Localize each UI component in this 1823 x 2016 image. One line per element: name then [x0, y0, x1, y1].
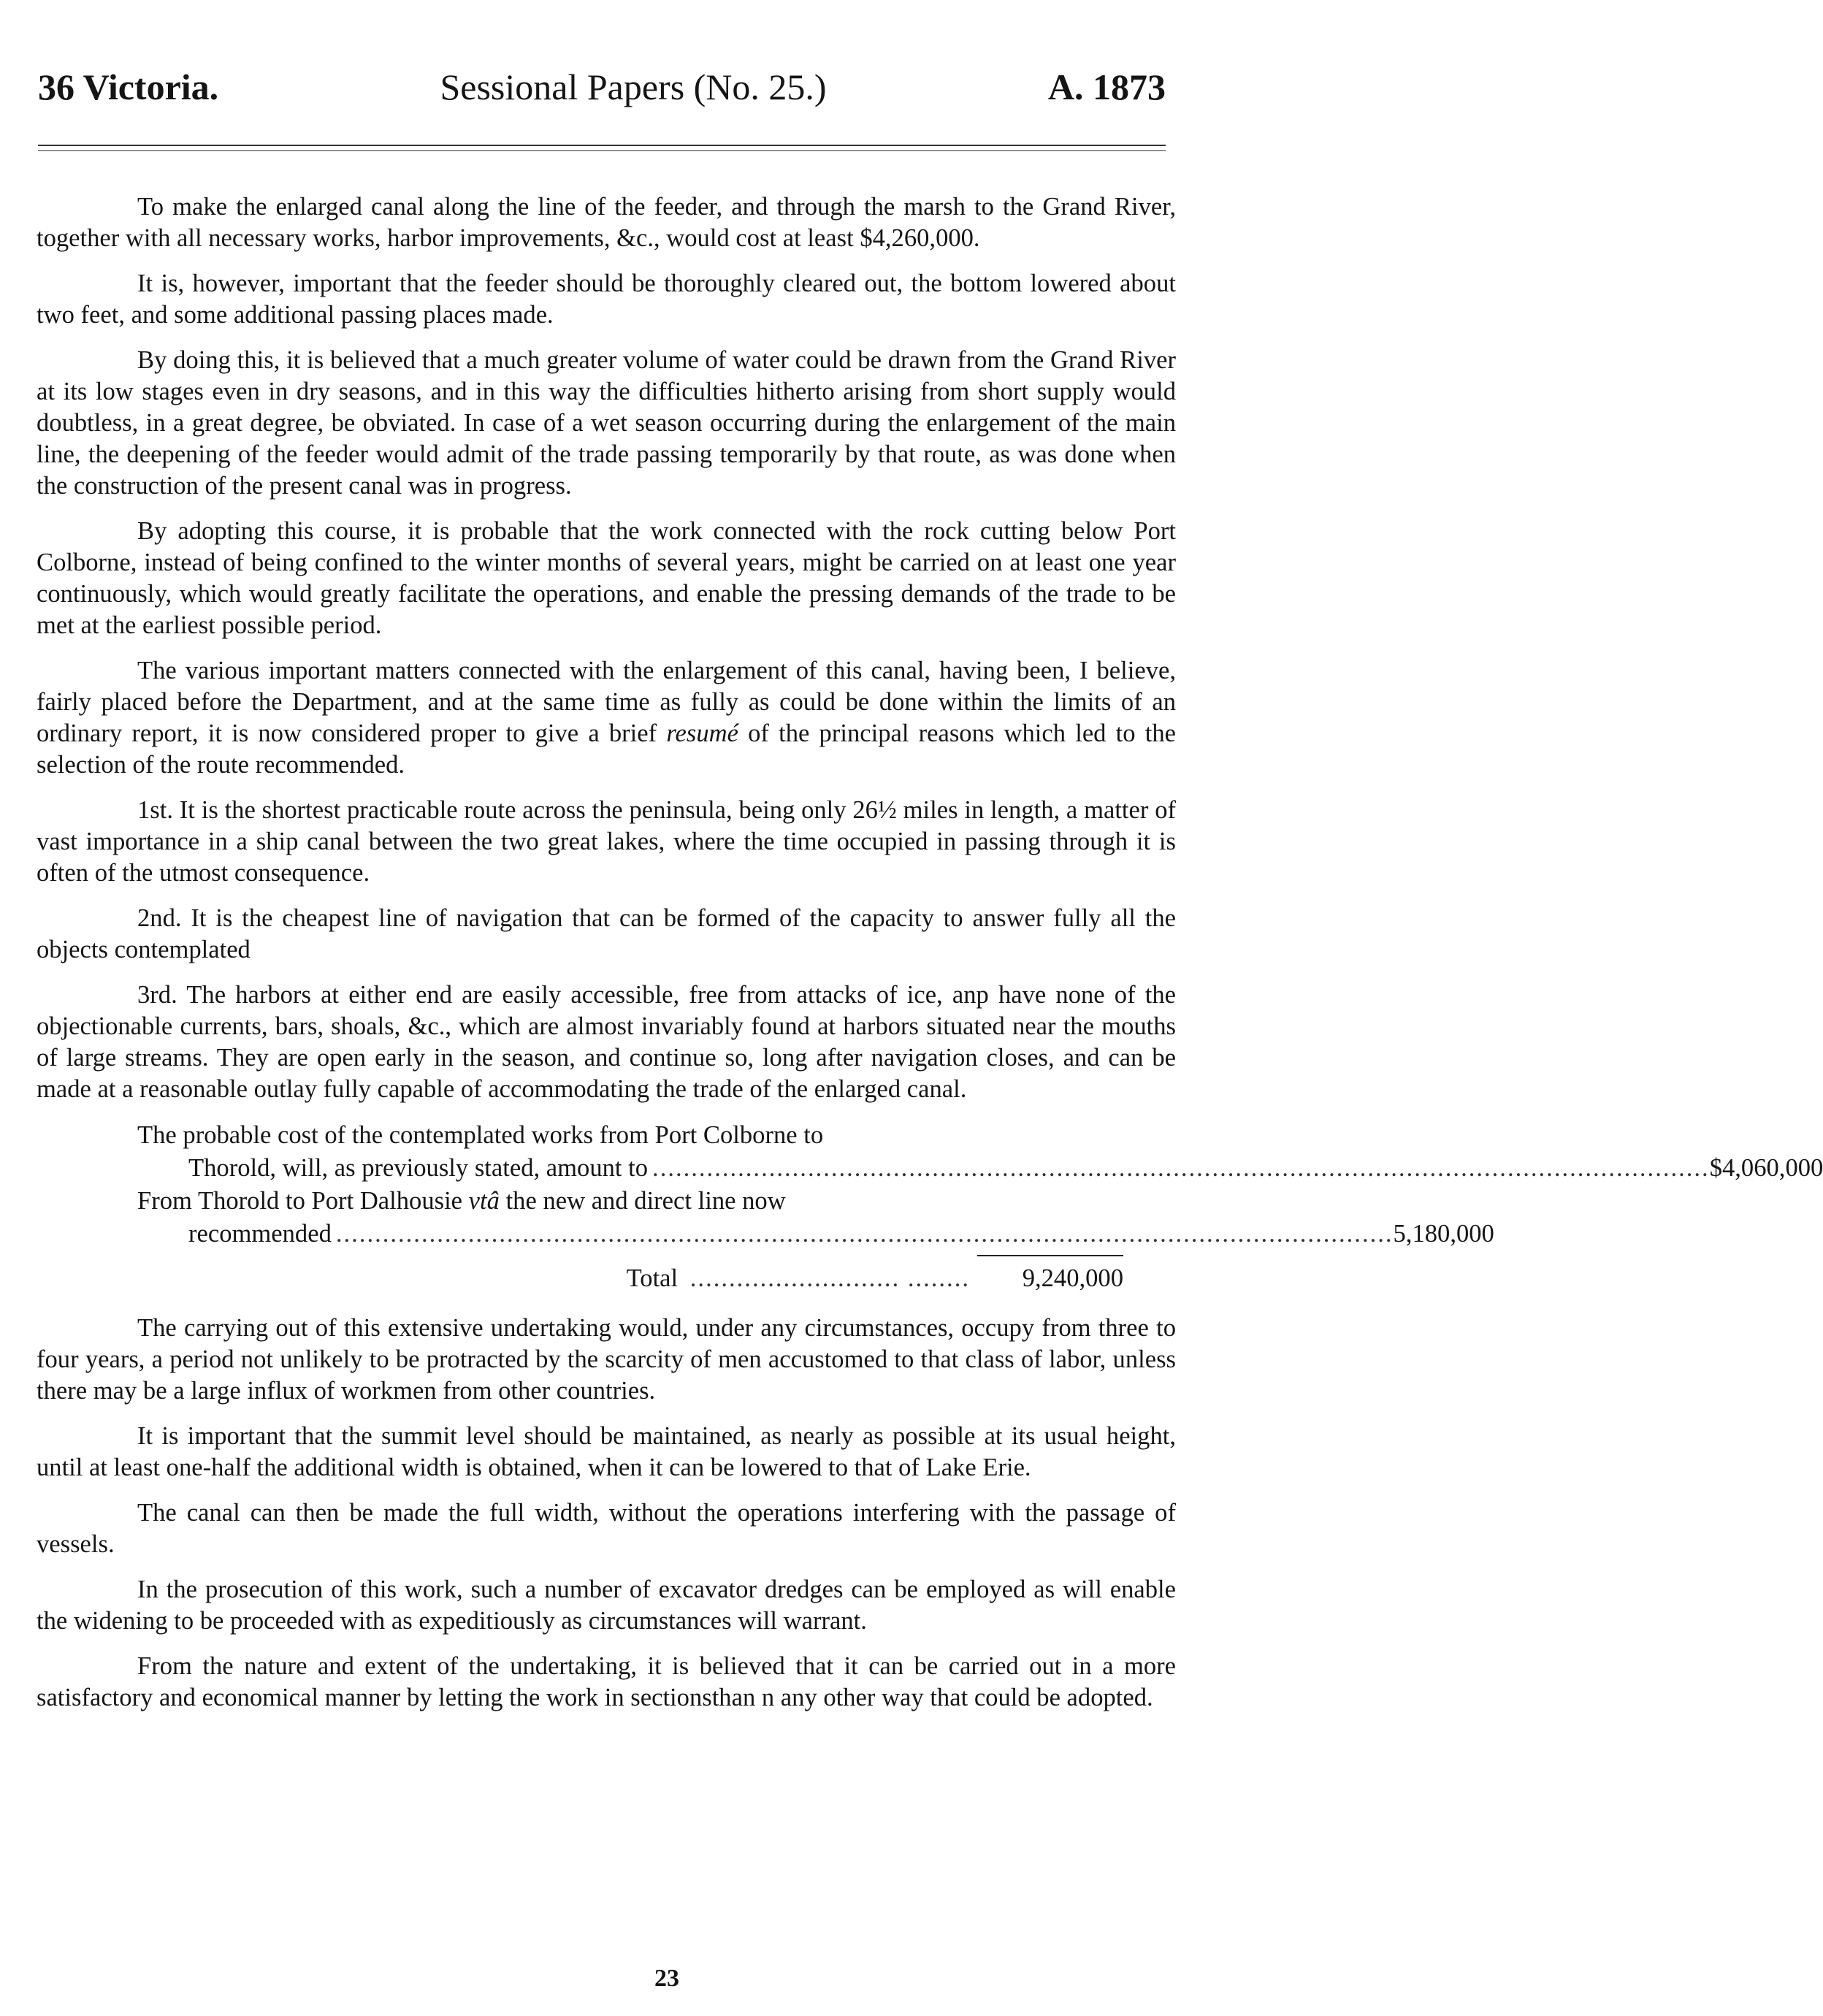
- header-session-number: 36 Victoria.: [38, 66, 219, 107]
- cost-row: [137, 1152, 1823, 1185]
- cost-line2-label: recommended: [188, 1220, 332, 1248]
- page-header: [38, 66, 1166, 117]
- paragraph: By adopting this course, it is probable that the work connected with the rock cutting below Port Colborne, instead of being confined to the winter months of several years, might be carried on at least one year continuously, which would greatly facilitate the operations, and enable the pressing demands of the trade to be met at the earliest possible period.: [37, 517, 1176, 639]
- cost-line1-amount: $4,060,000: [1709, 1154, 1823, 1182]
- leader-dots: ........................................................................................................................................: [335, 1220, 1394, 1248]
- text-run: The various important matters connected with the enlargement of this canal, having been, I believe, fairly placed before the Department, and at the same time as fully as could be done within the limits of an ordinary report, it is now considered proper to give a brief: [37, 657, 1176, 747]
- cost-line1-head: The probable cost of the contemplated works from Port Colborne to: [137, 1121, 824, 1149]
- paragraph: It is important that the summit level should be maintained, as nearly as possible at its usual height, until at least one-half the additional width is obtained, when it can be lowered to that of Lake Erie.: [37, 1422, 1176, 1481]
- italic-term: vtâ: [468, 1187, 500, 1215]
- paragraph: The carrying out of this extensive undertaking would, under any circumstances, occupy from three to four years, a period not unlikely to be protracted by the scarcity of men accustomed to that class of labor, unless there may be a large influx of workmen from other countries.: [37, 1314, 1176, 1405]
- italic-term: resumé: [666, 719, 738, 747]
- header-sessional-papers: Sessional Papers (No. 25.): [440, 66, 827, 107]
- sum-rule: [977, 1255, 1123, 1256]
- text-run: of the principal reasons which led to the selection of the route recommended.: [37, 719, 1176, 779]
- paragraph: It is, however, important that the feeder should be thoroughly cleared out, the bottom lowered about two feet, and some additional passing places made.: [37, 270, 1176, 329]
- paragraph: The canal can then be made the full width, without the operations interfering with the passage of vessels.: [37, 1499, 1176, 1558]
- header-rule-thin: [38, 150, 1166, 151]
- cost-total-label: Total: [626, 1264, 679, 1292]
- cost-line2-amount: 5,180,000: [1393, 1220, 1494, 1248]
- text-run: From Thorold to Port Dalhousie: [137, 1187, 469, 1215]
- body-text: [37, 191, 1823, 1727]
- paragraph: In the prosecution of this work, such a number of excavator dredges can be employed as will enable the widening to be proceeded with as expeditiously as circumstances will warrant.: [37, 1576, 1176, 1635]
- page-number: 23: [654, 1965, 679, 1992]
- paragraph: By doing this, it is believed that a much greater volume of water could be drawn from the Grand River at its low stages even in dry seasons, and in this way the difficulties hitherto arising from short supply would doubtless, in a great degree, be obviated. In case of a wet season occurring during the enlargement of the main line, the deepening of the feeder would admit of the trade passing temporarily by that route, as was done when the construction of the present canal was in progress.: [37, 346, 1176, 500]
- cost-line2-head: [137, 1185, 1123, 1218]
- header-rule: [38, 145, 1166, 146]
- cost-row: [137, 1218, 1494, 1251]
- cost-total-amount: 9,240,000: [1022, 1264, 1123, 1292]
- reason-third: 3rd. The harbors at either end are easily accessible, free from attacks of ice, anp have none of the objectionable currents, bars, shoals, &c., which are almost invariably found at harbors situated near the mouths of large streams. They are open early in the season, and continue so, long after navigation closes, and can be made at a reasonable outlay fully capable of accommodating the trade of the enlarged canal.: [37, 981, 1176, 1103]
- text-run: the new and direct line now: [499, 1187, 786, 1215]
- reason-second: 2nd. It is the cheapest line of navigation that can be formed of the capacity to answer fully all the objects contemplated: [37, 904, 1176, 963]
- cost-total-row: [137, 1262, 1123, 1295]
- paragraph: To make the enlarged canal along the line of the feeder, and through the marsh to the Grand River, together with all necessary works, harbor improvements, &c., would cost at least $4,260,000.: [37, 193, 1176, 252]
- leader-dots: ........................... ........: [682, 1264, 970, 1292]
- leader-dots: ........................................................................................................................................: [652, 1154, 1710, 1182]
- cost-table: [137, 1119, 1823, 1295]
- paragraph-reasons-intro: [37, 655, 1176, 781]
- header-year: A. 1873: [1047, 66, 1166, 107]
- cost-line1-label: Thorold, will, as previously stated, amount to: [188, 1154, 649, 1182]
- reason-first: 1st. It is the shortest practicable route across the peninsula, being only 26½ miles in length, a matter of vast importance in a ship canal between the two great lakes, where the time occupied in passing through it is often of the utmost consequence.: [37, 796, 1176, 887]
- paragraph: From the nature and extent of the undertaking, it is believed that it can be carried out in a more satisfactory and economical manner by letting the work in sectionsthan n any other way that could be adopted.: [37, 1652, 1176, 1711]
